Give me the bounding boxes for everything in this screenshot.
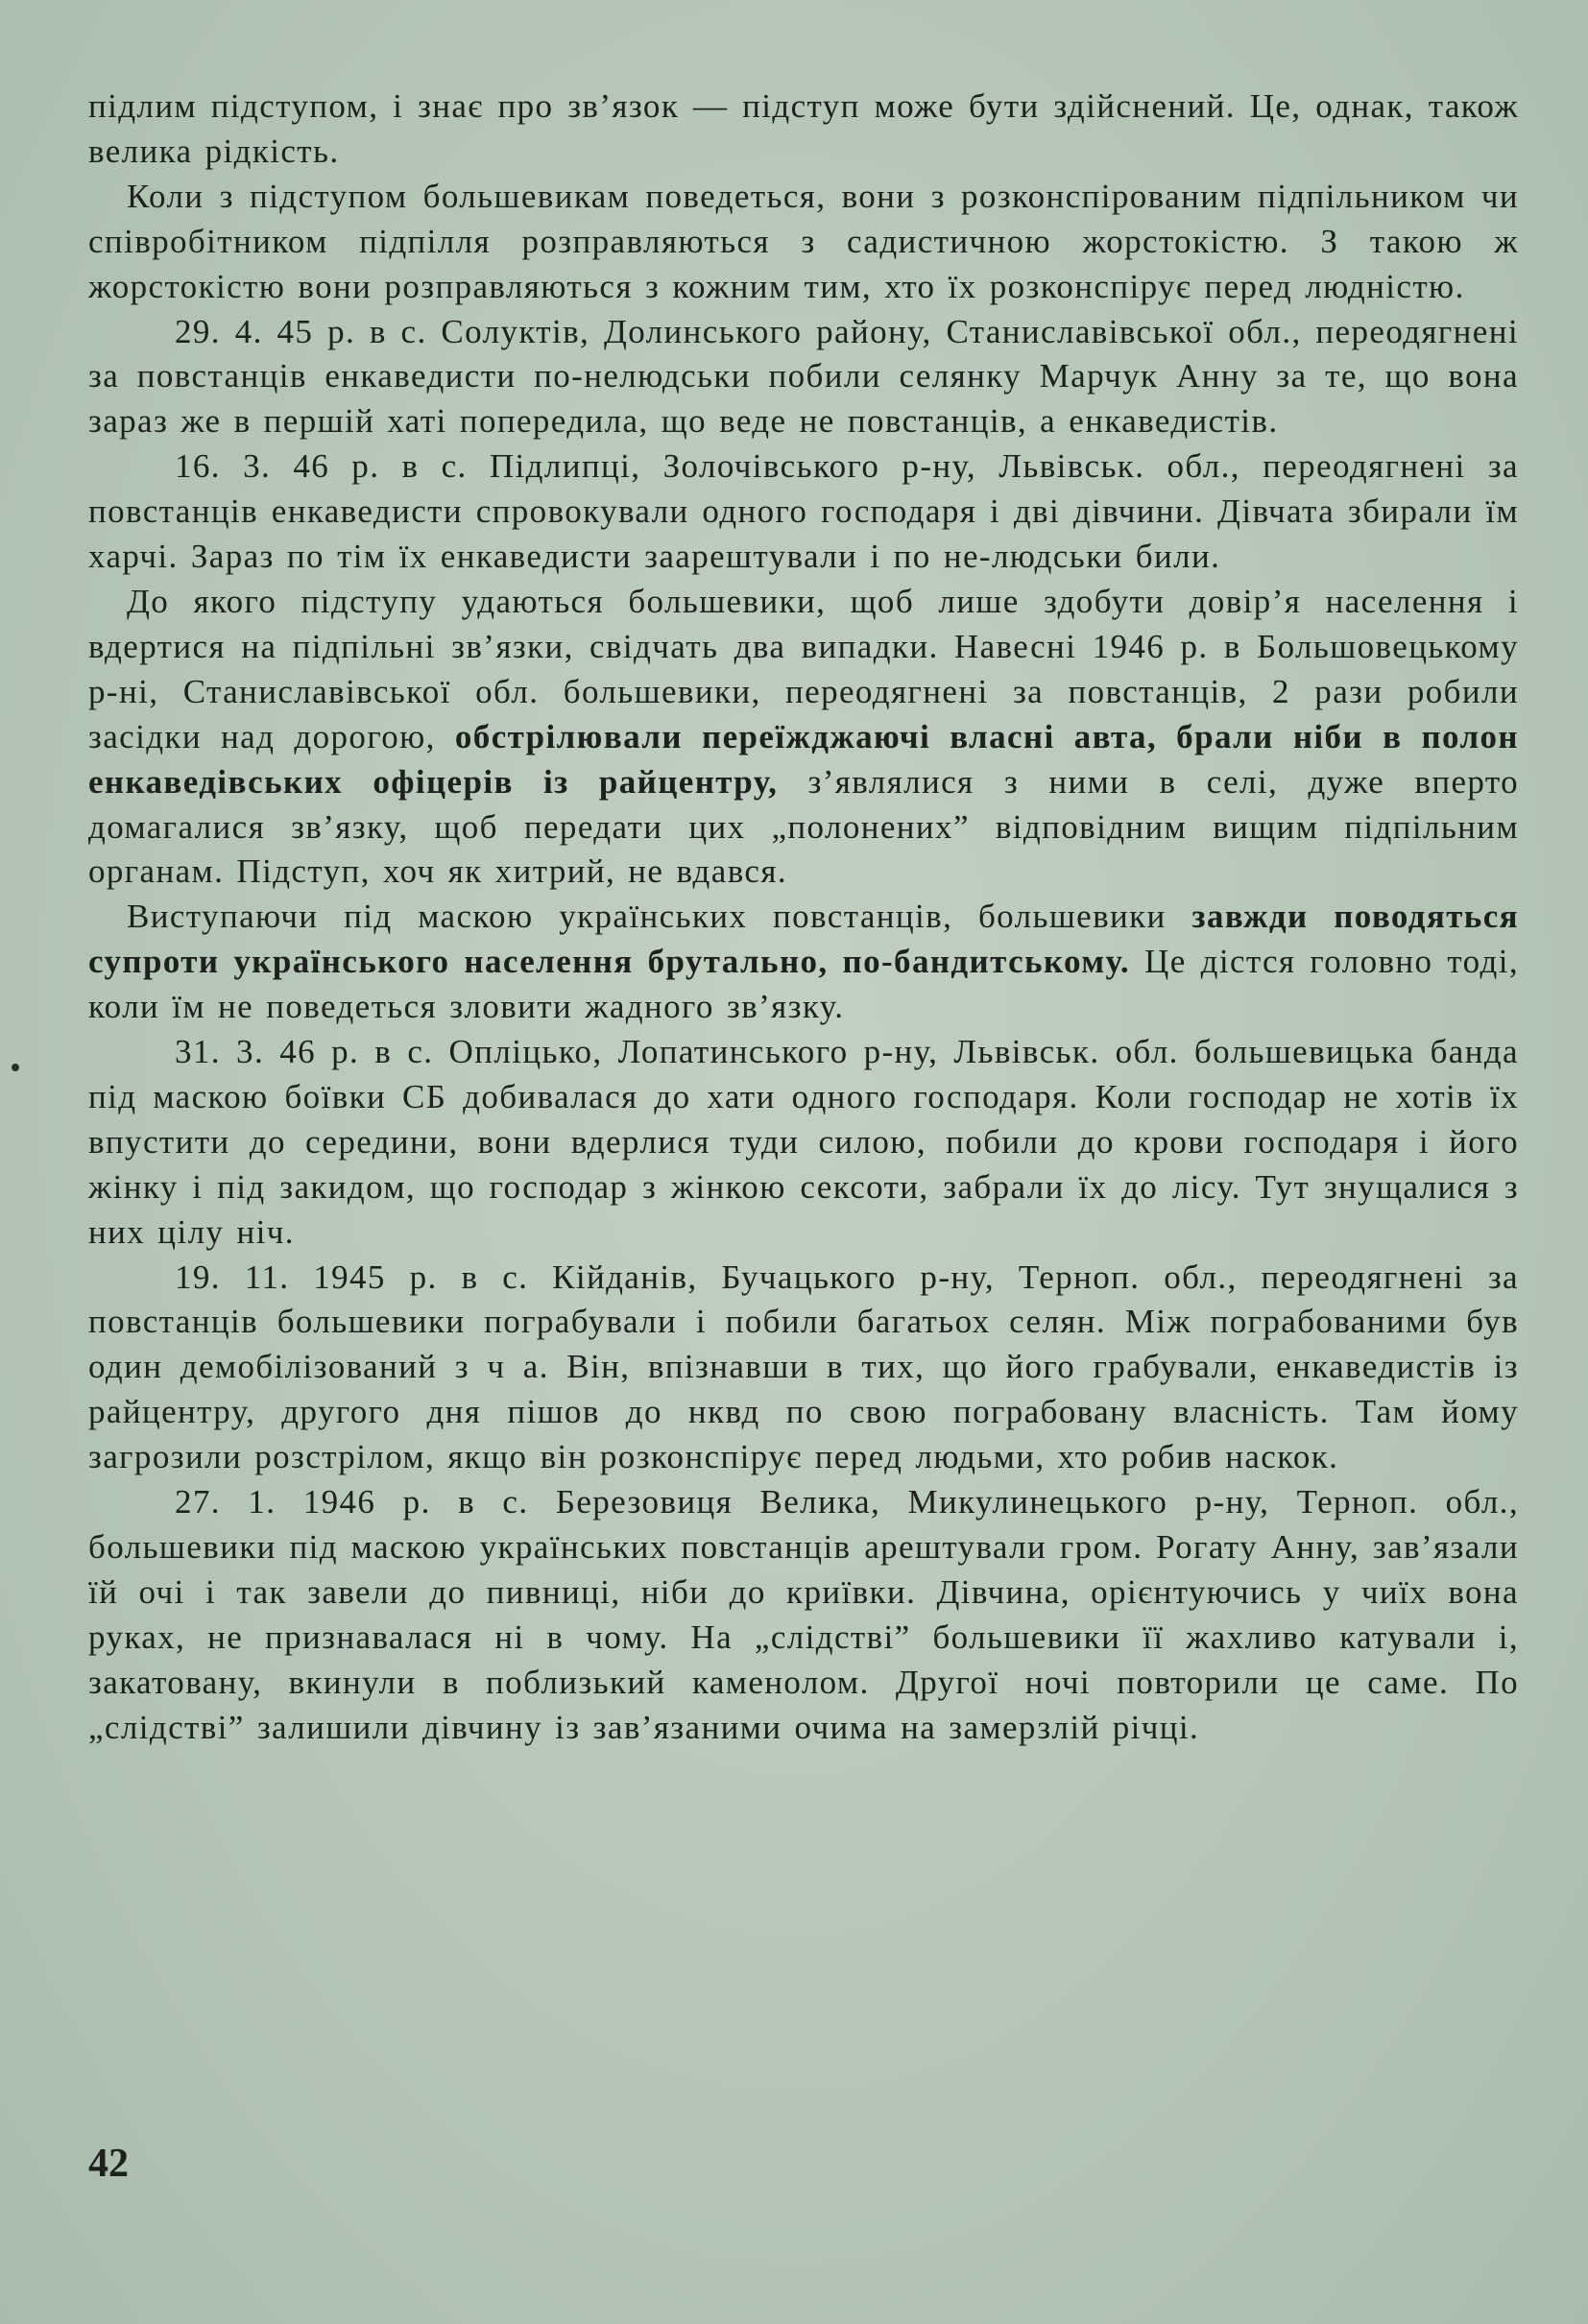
body-text: [88, 84, 1519, 1751]
paragraph: [88, 310, 1519, 445]
paragraph: [88, 444, 1519, 580]
text-run: Виступаючи під маскою українських повстанців, большевики: [127, 898, 1192, 936]
paragraph: [88, 1256, 1519, 1481]
paragraph: [88, 580, 1519, 895]
text-run: 29. 4. 45 р. в с. Солуктів, Долинського району, Станиславівської обл., переодягнені за повстанців енкаведисти по-нелюдськи побили селянку Марчук Анну за те, що вона зараз же в першій хаті попередила, що веде не повстанців, а енкаведистів.: [88, 312, 1519, 441]
text-run: 31. 3. 46 р. в с. Опліцько, Лопатинського р-ну, Львівськ. обл. большевицька банда під маскою боївки СБ добивалася до хати одного господаря. Коли господар не хотів їх впустити до середини, вони вдерлися туди силою, побили до крови господаря і його жінку і під закидом, що господар з жінкою сексоти, забрали їх до лісу. Тут знущалися з них цілу ніч.: [88, 1033, 1519, 1251]
text-run: з’являлися з ними в селі, дуже вперто домагалися зв’язку, щоб передати цих „полонених” відповідним вищим підпільним органам. Підступ, хоч як хитрий, не вдався.: [88, 762, 1519, 891]
text-run: підлим підступом, і знає про зв’язок — підступ може бути здійснений. Це, однак, також велика рідкість.: [88, 87, 1519, 170]
paragraph: [88, 175, 1519, 310]
paragraph: [88, 895, 1519, 1030]
text-run: 27. 1. 1946 р. в с. Березовиця Велика, Микулинецького р-ну, Терноп. обл., большевики під маскою українських повстанців арештували гром. Рогату Анну, зав’язали їй очі і так завели до пивниці, ніби до криївки. Дівчина, орієнтуючись у чиїх вона руках, не признавалася ні в чому. На „слідстві” большевики її жахливо катували і, закатовану, вкинули в поблизький каменолом. Другої ночі повторили це саме. По „слідстві” залишили дівчину із зав’язаними очима на замерзлій річці.: [88, 1483, 1519, 1746]
bold-text-run: обстрілювали переїжджаючі власні авта, брали ніби в полон енкаведівських офіцерів із райцентру,: [88, 717, 1519, 801]
paragraph: [88, 84, 1519, 175]
text-run: Це дістся головно тоді, коли їм не поведеться зловити жадного зв’язку.: [88, 943, 1519, 1026]
text-run: 16. 3. 46 р. в с. Підлипці, Золочівського р-ну, Львівськ. обл., переодягнені за повстанців енкаведисти спровокували одного господаря і дві дівчини. Дівчата збирали їм харчі. Зараз по тім їх енкаведисти заарештували і по не-людськи били.: [88, 447, 1519, 576]
text-run: Коли з підступом большевикам поведеться, вони з розконспірованим підпільником чи співробітником підпілля розправляються з садистичною жорстокістю. З такою ж жорстокістю вони розправляються з кожним тим, хто їх розконспірує перед людністю.: [88, 177, 1519, 305]
paragraph: [88, 1480, 1519, 1750]
text-run: 19. 11. 1945 р. в с. Кійданів, Бучацького р-ну, Терноп. обл., переодягнені за повстанців большевики пограбували і побили багатьох селян. Між пограбованими був один демобілізований з ч а. Він, впізнавши в тих, що його грабували, енкаведистів із райцентру, другого дня пішов до нквд по свою пограбовану власність. Там йому загрозили розстрілом, якщо він розконспірує перед людьми, хто робив наскок.: [88, 1258, 1519, 1476]
paragraph: [88, 1030, 1519, 1256]
bold-text-run: завжди поводяться супроти українського населення брутально, по-бандитському.: [88, 898, 1519, 981]
margin-mark: [12, 1064, 19, 1071]
page-number: 42: [88, 2142, 129, 2186]
text-run: До якого підступу удаються большевики, щоб лише здобути довір’я населення і вдертися на підпільні зв’язки, свідчать два випадки. Навесні 1946 р. в Большовецькому р-ні, Станиславівської обл. большевики, переодягнені за повстанців, 2 рази робили засідки над дорогою,: [88, 582, 1519, 755]
